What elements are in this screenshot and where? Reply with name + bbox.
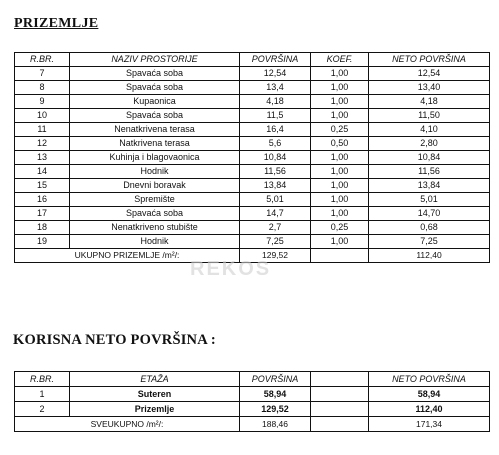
table-row: [15, 387, 490, 402]
cell-koef: 1,00: [311, 67, 369, 81]
cell-naziv: Hodnik: [70, 165, 240, 179]
table-row: [15, 95, 490, 109]
table-row: [15, 179, 490, 193]
cell-naziv: Natkrivena terasa: [70, 137, 240, 151]
cell-koef: [311, 387, 369, 402]
cell-povrsina: 129,52: [240, 402, 311, 417]
header-etaza: ETAŽA: [70, 372, 240, 387]
header-neto: NETO POVRŠINA: [369, 372, 490, 387]
header-rbr: R.BR.: [15, 53, 70, 67]
total-neto: 112,40: [369, 249, 490, 263]
cell-koef: 1,00: [311, 81, 369, 95]
table-row: [15, 165, 490, 179]
cell-rbr: 11: [15, 123, 70, 137]
cell-neto: 13,84: [369, 179, 490, 193]
header-koef: KOEF.: [311, 53, 369, 67]
cell-naziv: Spremište: [70, 193, 240, 207]
header-povrsina: POVRŠINA: [240, 53, 311, 67]
cell-neto: 13,40: [369, 81, 490, 95]
table-row: [15, 207, 490, 221]
cell-povrsina: 16,4: [240, 123, 311, 137]
table-row: [15, 235, 490, 249]
cell-koef: 1,00: [311, 109, 369, 123]
total-label: SVEUKUPNO /m²/:: [15, 417, 240, 432]
cell-rbr: 15: [15, 179, 70, 193]
cell-koef: 1,00: [311, 95, 369, 109]
cell-neto: 112,40: [369, 402, 490, 417]
watermark-logo: REKOS: [190, 258, 272, 280]
cell-rbr: 16: [15, 193, 70, 207]
section-title-prizemlje: PRIZEMLJE: [14, 16, 99, 31]
table-row: [15, 123, 490, 137]
cell-koef: 1,00: [311, 235, 369, 249]
cell-neto: 4,10: [369, 123, 490, 137]
section-title-korisna-neto: KORISNA NETO POVRŠINA :: [13, 332, 216, 348]
cell-povrsina: 5,6: [240, 137, 311, 151]
cell-neto: 10,84: [369, 151, 490, 165]
cell-neto: 5,01: [369, 193, 490, 207]
cell-neto: 2,80: [369, 137, 490, 151]
table-row: [15, 67, 490, 81]
cell-naziv: Spavaća soba: [70, 67, 240, 81]
cell-koef: 0,25: [311, 123, 369, 137]
total-povrsina: 188,46: [240, 417, 311, 432]
cell-naziv: Kupaonica: [70, 95, 240, 109]
cell-rbr: 17: [15, 207, 70, 221]
cell-koef: 0,25: [311, 221, 369, 235]
table-row: [15, 109, 490, 123]
cell-koef: 0,50: [311, 137, 369, 151]
cell-koef: [311, 402, 369, 417]
cell-rbr: 13: [15, 151, 70, 165]
cell-rbr: 9: [15, 95, 70, 109]
cell-neto: 11,56: [369, 165, 490, 179]
cell-povrsina: 11,56: [240, 165, 311, 179]
cell-koef: 1,00: [311, 151, 369, 165]
cell-koef: 1,00: [311, 207, 369, 221]
table-row: [15, 151, 490, 165]
cell-naziv: Prizemlje: [70, 402, 240, 417]
cell-rbr: 18: [15, 221, 70, 235]
cell-naziv: Kuhinja i blagovaonica: [70, 151, 240, 165]
cell-rbr: 12: [15, 137, 70, 151]
cell-naziv: Nenatkrivena terasa: [70, 123, 240, 137]
cell-rbr: 8: [15, 81, 70, 95]
cell-neto: 11,50: [369, 109, 490, 123]
cell-povrsina: 7,25: [240, 235, 311, 249]
table-row: [15, 81, 490, 95]
cell-naziv: Spavaća soba: [70, 207, 240, 221]
cell-neto: 14,70: [369, 207, 490, 221]
cell-neto: 12,54: [369, 67, 490, 81]
prizemlje-table: [14, 52, 490, 263]
header-rbr: R.BR.: [15, 372, 70, 387]
cell-rbr: 19: [15, 235, 70, 249]
header-neto: NETO POVRŠINA: [369, 53, 490, 67]
cell-povrsina: 14,7: [240, 207, 311, 221]
table-row: [15, 221, 490, 235]
cell-povrsina: 5,01: [240, 193, 311, 207]
total-neto: 171,34: [369, 417, 490, 432]
cell-naziv: Spavaća soba: [70, 109, 240, 123]
cell-koef: 1,00: [311, 165, 369, 179]
total-koef: [311, 249, 369, 263]
cell-neto: 4,18: [369, 95, 490, 109]
cell-povrsina: 58,94: [240, 387, 311, 402]
total-label: UKUPNO PRIZEMLJE /m²/:: [15, 249, 240, 263]
header-naziv: NAZIV PROSTORIJE: [70, 53, 240, 67]
cell-neto: 7,25: [369, 235, 490, 249]
cell-rbr: 1: [15, 387, 70, 402]
table-row: [15, 137, 490, 151]
cell-povrsina: 2,7: [240, 221, 311, 235]
cell-naziv: Spavaća soba: [70, 81, 240, 95]
cell-povrsina: 13,4: [240, 81, 311, 95]
table-header-row: [15, 372, 490, 387]
total-row: [15, 417, 490, 432]
cell-naziv: Nenatkriveno stubište: [70, 221, 240, 235]
cell-povrsina: 10,84: [240, 151, 311, 165]
header-povrsina: POVRŠINA: [240, 372, 311, 387]
cell-naziv: Suteren: [70, 387, 240, 402]
cell-rbr: 7: [15, 67, 70, 81]
korisna-neto-table: [14, 371, 490, 432]
cell-neto: 58,94: [369, 387, 490, 402]
cell-koef: 1,00: [311, 179, 369, 193]
cell-naziv: Dnevni boravak: [70, 179, 240, 193]
header-empty: [311, 372, 369, 387]
total-povrsina: 129,52: [240, 249, 311, 263]
table-row: [15, 402, 490, 417]
table-row: [15, 193, 490, 207]
cell-povrsina: 11,5: [240, 109, 311, 123]
cell-neto: 0,68: [369, 221, 490, 235]
cell-povrsina: 4,18: [240, 95, 311, 109]
cell-koef: 1,00: [311, 193, 369, 207]
cell-rbr: 14: [15, 165, 70, 179]
cell-naziv: Hodnik: [70, 235, 240, 249]
cell-povrsina: 13,84: [240, 179, 311, 193]
table-header-row: [15, 53, 490, 67]
cell-rbr: 10: [15, 109, 70, 123]
cell-rbr: 2: [15, 402, 70, 417]
cell-povrsina: 12,54: [240, 67, 311, 81]
total-koef: [311, 417, 369, 432]
